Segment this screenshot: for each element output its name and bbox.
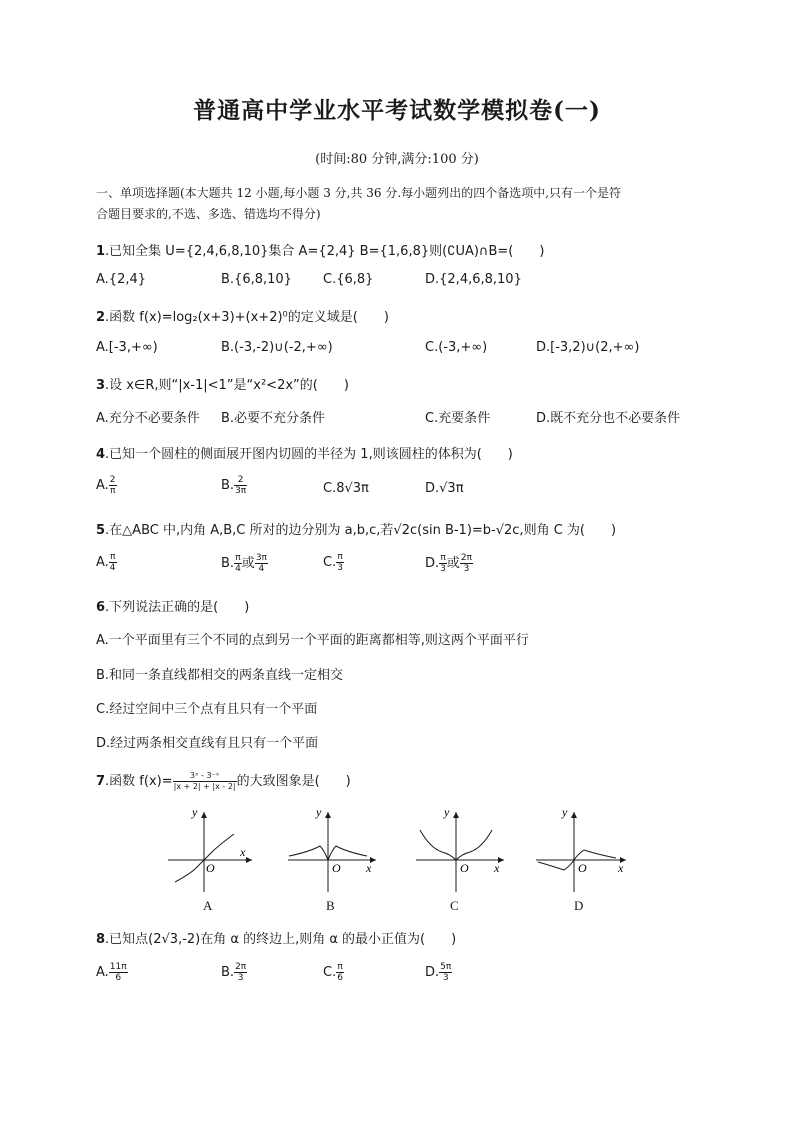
svg-text:O: O xyxy=(578,861,587,875)
function-fraction: $\frac{\text{3ˣ - 3⁻ˣ}}{|x + 2| + |x - 2|}$ xyxy=(173,771,236,791)
question-2: 2.函数 f(x)=log₂(x+3)+(x+2)⁰的定义域是( ) xyxy=(96,310,389,325)
q3-option-d[interactable]: D.既不充分也不必要条件 xyxy=(536,411,681,426)
q8-option-a[interactable]: A. $\frac{11\pi}{6}$ xyxy=(96,962,127,983)
q3-option-b[interactable]: B.必要不充分条件 xyxy=(221,411,326,426)
graph-label-a: A xyxy=(203,898,213,913)
svg-text:y: y xyxy=(562,808,568,819)
question-3: 3.设 x∈R,则“|x-1|<1”是“x²<2x”的( ) xyxy=(96,378,349,393)
exam-info: (时间:80 分钟,满分:100 分) xyxy=(315,152,479,167)
q4-option-b[interactable]: B. $\frac{2}{3\pi}$ xyxy=(221,475,247,496)
svg-text:O: O xyxy=(332,861,341,875)
q5-option-a[interactable]: A. $\frac{\pi}{4}$ xyxy=(96,552,116,573)
svg-text:y: y xyxy=(192,808,198,819)
svg-text:O: O xyxy=(206,861,215,875)
question-8: 8.已知点(2√3,-2)在角 α 的终边上,则角 α 的最小正值为( ) xyxy=(96,932,457,947)
section-heading-line1: 一、单项选择题(本大题共 12 小题,每小题 3 分,共 36 分.每小题列出的四个备选项中,只有一个是符 xyxy=(96,186,622,200)
q8-option-b[interactable]: B. $\frac{2\pi}{3}$ xyxy=(221,962,247,983)
q1-option-b[interactable]: B.{6,8,10} xyxy=(221,272,292,287)
q5-option-c[interactable]: C. $\frac{\pi}{3}$ xyxy=(323,552,343,573)
svg-text:x: x xyxy=(240,845,246,859)
svg-text:x: x xyxy=(494,861,500,875)
graph-label-b: B xyxy=(326,898,335,913)
graph-d[interactable] xyxy=(532,808,632,896)
svg-text:x: x xyxy=(618,861,624,875)
section-heading-line2: 合题目要求的,不选、多选、错选均不得分) xyxy=(96,207,321,221)
q3-option-c[interactable]: C.充要条件 xyxy=(425,411,491,426)
graph-a[interactable] xyxy=(160,808,260,896)
q4-option-c[interactable]: C.8√3π xyxy=(323,481,369,496)
question-5: 5.在△ABC 中,内角 A,B,C 所对的边分别为 a,b,c,若√2c(sin B-1)=b-√2c,则角 C 为( ) xyxy=(96,523,617,538)
q2-option-d[interactable]: D.[-3,2)∪(2,+∞) xyxy=(536,340,640,355)
q6-option-a[interactable]: A.一个平面里有三个不同的点到另一个平面的距离都相等,则这两个平面平行 xyxy=(96,633,529,648)
q6-option-d[interactable]: D.经过两条相交直线有且只有一个平面 xyxy=(96,736,319,751)
q2-option-a[interactable]: A.[-3,+∞) xyxy=(96,340,158,355)
question-6: 6.下列说法正确的是( ) xyxy=(96,600,250,615)
q1-option-d[interactable]: D.{2,4,6,8,10} xyxy=(425,272,522,287)
q6-option-b[interactable]: B.和同一条直线都相交的两条直线一定相交 xyxy=(96,668,344,683)
q4-option-a[interactable]: A. $\frac{2}{\pi}$ xyxy=(96,475,116,496)
q5-option-d[interactable]: D. $\frac{\pi}{3}$ 或 $\frac{2\pi}{3}$ xyxy=(425,553,473,574)
graph-label-d: D xyxy=(574,898,584,913)
svg-text:O: O xyxy=(460,861,469,875)
q7-graph-options xyxy=(160,808,640,918)
q2-option-b[interactable]: B.(-3,-2)∪(-2,+∞) xyxy=(221,340,333,355)
svg-text:x: x xyxy=(366,861,372,875)
question-7: 7.函数 f(x)= $\frac{\text{3ˣ - 3⁻ˣ}}{|x + 2| + |x - 2|}$ 的大致图象是( ) xyxy=(96,771,351,791)
q1-option-a[interactable]: A.{2,4} xyxy=(96,272,147,287)
graph-label-c: C xyxy=(450,898,459,913)
q3-option-a[interactable]: A.充分不必要条件 xyxy=(96,411,200,426)
svg-text:y: y xyxy=(444,808,450,819)
graph-b[interactable] xyxy=(284,808,384,896)
svg-text:y: y xyxy=(316,808,322,819)
q5-option-b[interactable]: B. $\frac{\pi}{4}$ 或 $\frac{3\pi}{4}$ xyxy=(221,553,267,574)
q8-option-c[interactable]: C. $\frac{\pi}{6}$ xyxy=(323,962,343,983)
q4-option-d[interactable]: D.√3π xyxy=(425,481,464,496)
q8-option-d[interactable]: D. $\frac{5\pi}{3}$ xyxy=(425,962,452,983)
page-title: 普通高中学业水平考试数学模拟卷(一) xyxy=(193,97,601,124)
question-4: 4.已知一个圆柱的侧面展开图内切圆的半径为 1,则该圆柱的体积为( ) xyxy=(96,447,513,462)
q6-option-c[interactable]: C.经过空间中三个点有且只有一个平面 xyxy=(96,702,318,717)
graph-c[interactable] xyxy=(412,808,512,896)
q1-option-c[interactable]: C.{6,8} xyxy=(323,272,374,287)
q2-option-c[interactable]: C.(-3,+∞) xyxy=(425,340,488,355)
question-1: 1.已知全集 U={2,4,6,8,10}集合 A={2,4} B={1,6,8}则(∁UA)∩B=( ) xyxy=(96,244,545,259)
